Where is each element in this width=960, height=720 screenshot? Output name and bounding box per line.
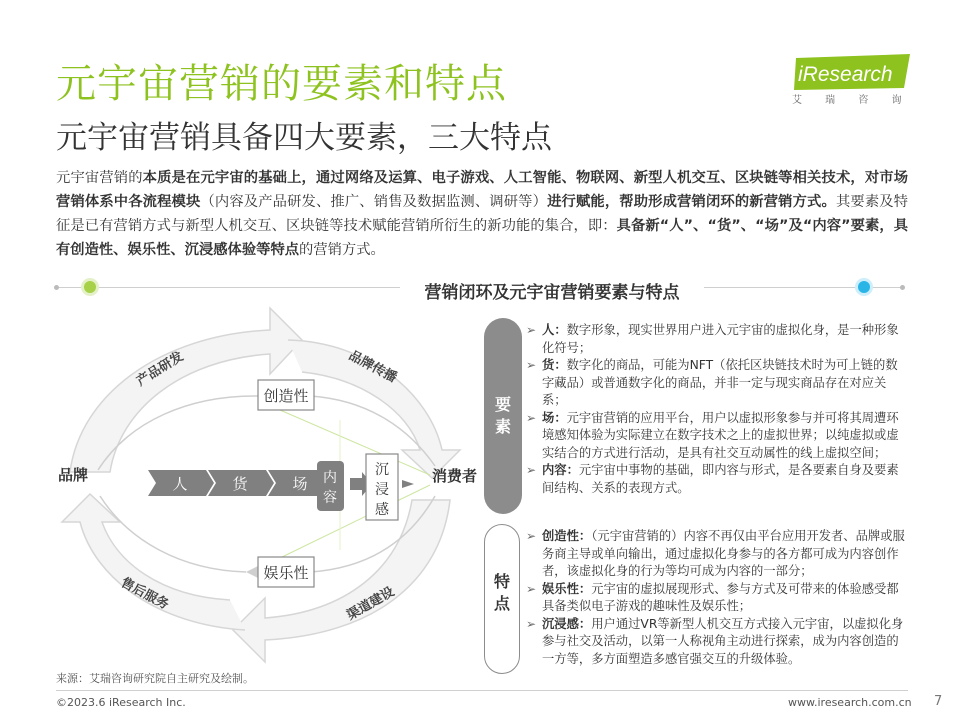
feature-item-immersion: ➢ 沉浸感：用户通过VR等新型人机交互方式接入元宇宙，以虚拟化身参与社交及活动，以第一人称视角主动进行探索，成为内容创造的一方等，多方面塑造多感官强交互的升级体验。 [526, 616, 904, 666]
label-product-dev: 产品研发 [134, 349, 187, 390]
chain-label-goods: 货 [232, 475, 248, 493]
element-text: 数字化的商品，可能为NFT（依托区块链技术时为可上链的数字藏品）或普通数字化的商品，并非一定与现实商品存在对应关系； [542, 358, 898, 407]
element-item-place: ➢ 场：元宇宙营销的应用平台，用户以虚拟形象参与并可将其周遭环境感知体验为实际建立在数字技术之上的虚拟世界；以纯虚拟或虚实结合的方式进行活动，是具有社交互动属性的线上虚拟空间； [526, 410, 899, 460]
content-label-2: 容 [323, 490, 337, 506]
intro-text-1: 元宇宙营销的 [56, 170, 143, 186]
marketing-loop-diagram [40, 300, 490, 670]
feature-key: 娱乐性 [542, 581, 579, 596]
section-title: 营销闭环及元宇宙营销要素与特点 [400, 276, 704, 305]
chevron-right-icon: ➢ [526, 463, 537, 477]
element-item-content: ➢ 内容：元宇宙中事物的基础，即内容与形式，是各要素自身及要素间结构、关系的表现方式。 [526, 463, 899, 495]
element-item-goods: ➢ 货：数字化的商品，可能为NFT（依托区块链技术时为可上链的数字藏品）或普通数字化的商品，并非一定与现实商品存在对应关系； [526, 358, 898, 407]
immersion-label-1: 沉 [375, 462, 389, 478]
element-key: 货 [542, 358, 555, 372]
intro-text-4: 的营销方式。 [299, 242, 385, 258]
iresearch-logo-mark [792, 54, 912, 106]
immersion-label-3: 感 [375, 502, 389, 518]
element-key: 内容 [542, 463, 567, 477]
chevron-right-icon: ➢ [526, 358, 537, 372]
green-dot-marker [84, 281, 96, 293]
website-link[interactable]: www.iresearch.com.cn [788, 696, 912, 709]
logo-cn-text: 艾 瑞 咨 询 [792, 95, 912, 106]
label-consumer: 消费者 [432, 467, 478, 485]
label-after-sales: 售后服务 [118, 575, 172, 613]
label-brand: 品牌 [58, 466, 89, 484]
intro-bold-3: 具备新“人”、“货”、“场”及“内容”要素，具有创造性、娱乐性、沉浸感体验等特点 [56, 218, 908, 258]
intro-text-3: 其要素及特征是已有营销方式与新型人机交互、区块链等技术赋能营销所衍生的新功能的集合，即： [56, 194, 909, 234]
chevron-right-icon: ➢ [526, 529, 537, 543]
chevron-right-icon: ➢ [526, 616, 537, 631]
content-label-1: 内 [323, 470, 337, 486]
features-label-2: 点 [493, 594, 510, 613]
divider-end-dot-right [900, 285, 905, 290]
elements-label-2: 素 [494, 417, 511, 436]
chevron-right-icon: ➢ [526, 581, 537, 596]
features-label-1: 特 [493, 572, 510, 591]
feature-item-creativity: ➢ 创造性：（元宇宙营销的）内容不再仅由平台应用开发者、品牌或服务商主导或单向输出，通过虚拟化身参与的各方都可成为内容创作者，该虚拟化身的行为等均可成为内容的一部分； [526, 529, 905, 578]
immersion-arrowhead [402, 480, 414, 488]
footer-divider [56, 690, 908, 691]
copyright: ©2023.6 iResearch Inc. [56, 696, 186, 709]
page-subtitle: 元宇宙营销具备四大要素，三大特点 [56, 120, 552, 156]
chain-label-place: 场 [292, 475, 308, 493]
elements-label-1: 要 [494, 395, 511, 414]
chevron-right-icon: ➢ [526, 323, 537, 337]
chain-label-person: 人 [172, 475, 188, 493]
feature-text: （元宇宙营销的）内容不再仅由平台应用开发者、品牌或服务商主导或单向输出，通过虚拟化身参与的各方都可成为内容创作者，该虚拟化身的行为等均可成为内容的一部分； [542, 529, 905, 578]
features-pill [484, 524, 520, 674]
element-key: 场 [542, 410, 555, 425]
logo-text: iResearch [798, 63, 893, 86]
intro-bold-2: 进行赋能，帮助形成营销闭环的新营销方式。 [547, 194, 836, 210]
feature-item-entertainment: ➢ 娱乐性：元宇宙的虚拟展现形式、参与方式及可带来的体验感受都具备类似电子游戏的趣味性及娱乐性； [526, 581, 899, 613]
element-text: 元宇宙营销的应用平台，用户以虚拟形象参与并可将其周遭环境感知体验为实际建立在数字技术之上的虚拟世界；以纯虚拟或虚实结合的方式进行活动，是具有社交互动属性的线上虚拟空间； [542, 410, 899, 460]
feature-text: 用户通过VR等新型人机交互方式接入元宇宙，以虚拟化身参与社交及活动，以第一人称视角主动进行探索，成为内容创造的一方等，多方面塑造多感官强交互的升级体验。 [542, 616, 904, 666]
blue-dot-marker [858, 281, 870, 293]
elements-pill [484, 318, 522, 514]
elements-list [526, 322, 908, 497]
element-text: 元宇宙中事物的基础，即内容与形式，是各要素自身及要素间结构、关系的表现方式。 [542, 463, 899, 495]
chevron-right-icon: ➢ [526, 410, 537, 425]
creativity-label: 创造性 [263, 387, 309, 405]
label-brand-comm: 品牌传播 [346, 348, 400, 386]
element-item-person: ➢ 人：数字形象，现实世界用户进入元宇宙的虚拟化身，是一种形象化符号； [526, 323, 899, 355]
page-number: 7 [934, 694, 943, 709]
features-list [526, 528, 908, 668]
element-text: 数字形象，现实世界用户进入元宇宙的虚拟化身，是一种形象化符号； [542, 323, 899, 355]
source-note: 来源：艾瑞咨询研究院自主研究及绘制。 [56, 672, 254, 685]
iresearch-logo [792, 54, 912, 106]
feature-key: 创造性 [542, 529, 579, 543]
divider-end-dot-left [54, 285, 59, 290]
inner-arrowhead-bottom [246, 566, 258, 578]
loop-arrow-bottom-left [62, 494, 245, 630]
immersion-label-2: 浸 [375, 482, 389, 498]
intro-paragraph [56, 166, 908, 262]
label-channel-build: 渠道建设 [344, 584, 398, 624]
page-title: 元宇宙营销的要素和特点 [56, 61, 507, 107]
intro-bold-1: 本质是在元宇宙的基础上，通过网络及运算、电子游戏、人工智能、物联网、新型人机交互、区块链等相关技术，对市场营销体系中各流程模块 [56, 170, 909, 210]
element-key: 人 [542, 323, 555, 337]
entertainment-label: 娱乐性 [263, 564, 309, 582]
feature-key: 沉浸感 [542, 616, 579, 631]
feature-text: 元宇宙的虚拟展现形式、参与方式及可带来的体验感受都具备类似电子游戏的趣味性及娱乐性； [542, 581, 899, 613]
intro-text-2: （内容及产品研发、推广、销售及数据监测、调研等） [200, 194, 548, 210]
